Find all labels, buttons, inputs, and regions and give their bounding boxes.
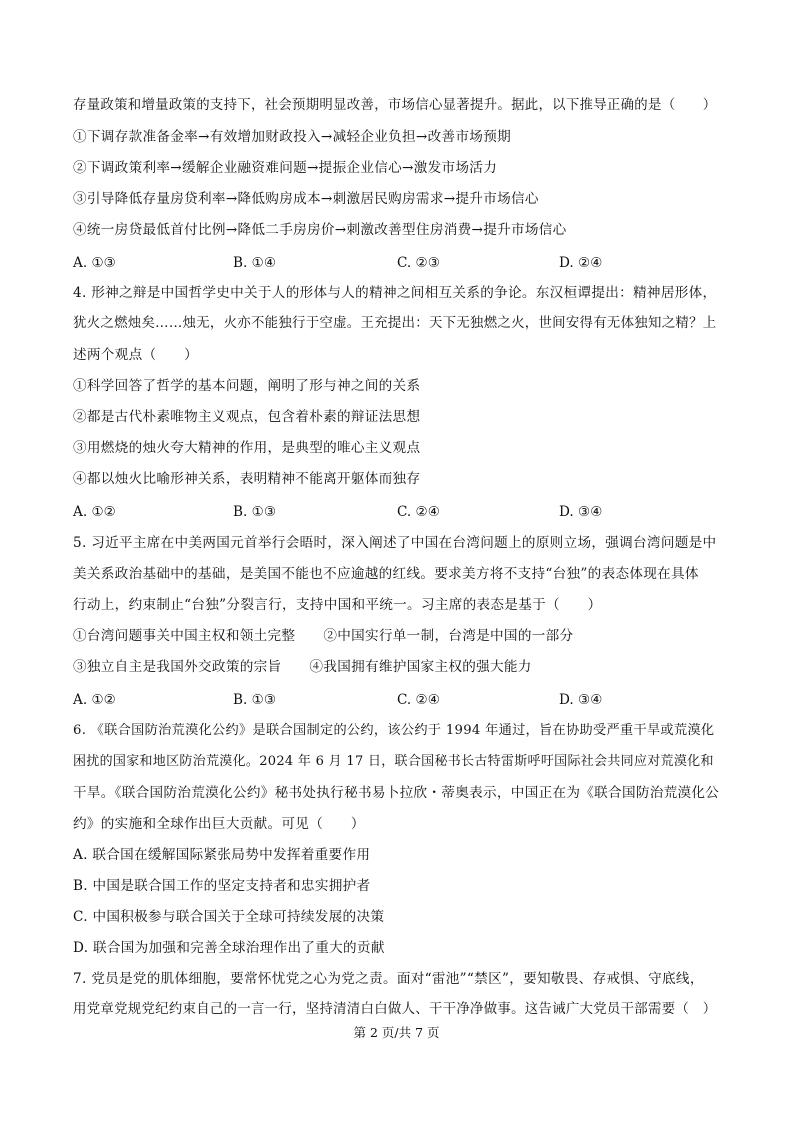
q7-stem-line-2: 用党章党规党纪约束自己的一言一行，坚持清清白白做人、干干净净做事。这告诫广大党员干部需要（ ） — [73, 1002, 717, 1017]
q4-option-c: C. ②④ — [397, 504, 440, 520]
q4-stem-line-1: 4. 形神之辩是中国哲学史中关于人的形体与人的精神之间相互关系的争论。东汉桓谭提出：精神居形体， — [73, 285, 717, 301]
q4-stem-line-3: 述两个观点（ ） — [73, 347, 199, 363]
q6-choice-d: D. 联合国为加强和完善全球治理作出了重大的贡献 — [73, 940, 385, 956]
q5-option-c: C. ②④ — [397, 692, 440, 708]
q3-stem: 存量政策和增量政策的支持下，社会预期明显改善，市场信心显著提升。据此，以下推导正确的是（ ） — [73, 98, 717, 113]
q4-stem-line-2: 犹火之燃烛矣……烛无，火亦不能独行于空虚。王充提出：天下无独燃之火，世间安得有无体独知之精？上 — [73, 316, 717, 331]
q3-item-3: ③引导降低存量房贷利率→降低购房成本→刺激居民购房需求→提升市场信心 — [73, 191, 539, 207]
q5-item-4: ④我国拥有维护国家主权的强大能力 — [309, 659, 532, 675]
q5-item-1: ①台湾问题事关中国主权和领土完整 — [73, 628, 296, 644]
q5-stem-line-1: 5. 习近平主席在中美两国元首举行会晤时，深入阐述了中国在台湾问题上的原则立场，强调台湾问题是中 — [73, 535, 717, 551]
q4-option-d: D. ③④ — [559, 504, 603, 520]
q4-item-3: ③用燃烧的烛火夸大精神的作用，是典型的唯心主义观点 — [73, 440, 421, 456]
q6-stem-line-4: 约》的实施和全球作出巨大贡献。可见（ ） — [73, 816, 365, 832]
q6-choice-b: B. 中国是联合国工作的坚定支持者和忠实拥护者 — [73, 878, 371, 894]
q4-item-2: ②都是古代朴素唯物主义观点，包含着朴素的辩证法思想 — [73, 409, 421, 425]
q3-option-a: A. ①③ — [73, 255, 116, 271]
q4-item-1: ①科学回答了哲学的基本问题，阐明了形与神之间的关系 — [73, 378, 421, 394]
q5-item-3: ③独立自主是我国外交政策的宗旨 — [73, 659, 282, 675]
q5-option-a: A. ①② — [73, 692, 116, 708]
q7-stem-line-1: 7. 党员是党的肌体细胞，要常怀忧党之心为党之责。面对“雷池”“禁区”，要知敬畏、存戒惧、守底线， — [73, 971, 704, 987]
q3-item-2: ②下调政策利率→缓解企业融资难问题→提振企业信心→激发市场活力 — [73, 160, 498, 176]
q6-stem-line-1: 6. 《联合国防治荒漠化公约》是联合国制定的公约，该公约于 1994 年通过，旨在协助受严重干旱或荒漠化 — [73, 723, 715, 738]
q6-choice-a: A. 联合国在缓解国际紧张局势中发挥着重要作用 — [73, 847, 371, 863]
q4-option-a: A. ①② — [73, 504, 116, 520]
q5-items-row-2 — [73, 657, 720, 677]
q4-option-b: B. ①③ — [233, 504, 277, 520]
q5-option-b: B. ①③ — [233, 692, 277, 708]
q6-stem-line-2: 困扰的国家和地区防治荒漠化。2024 年 6 月 17 日，联合国秘书长古特雷斯呼吁国际社会共同应对荒漠化和 — [73, 754, 714, 769]
q5-option-d: D. ③④ — [559, 692, 603, 708]
q3-option-b: B. ①④ — [233, 255, 277, 271]
q5-stem-line-3: 行动上，约束制止“台独”分裂言行，支持中国和平统一。习主席的表态是基于（ ） — [73, 597, 602, 613]
q6-stem-line-3: 干旱。《联合国防治荒漠化公约》秘书处执行秘书易卜拉欣・蒂奥表示，中国正在为《联合国防治荒漠化公 — [73, 785, 720, 801]
q3-item-4: ④统一房贷最低首付比例→降低二手房房价→刺激改善型住房消费→提升市场信心 — [73, 222, 567, 238]
q3-option-d: D. ②④ — [559, 255, 603, 271]
q5-items-row-1 — [73, 626, 720, 646]
q4-item-4: ④都以烛火比喻形神关系，表明精神不能离开躯体而独存 — [73, 471, 421, 487]
q5-item-2: ②中国实行单一制，台湾是中国的一部分 — [323, 628, 574, 644]
q3-item-1: ①下调存款准备金率→有效增加财政投入→减轻企业负担→改善市场预期 — [73, 129, 511, 145]
page-number: 第 2 页/共 7 页 — [353, 1025, 440, 1040]
q6-choice-c: C. 中国积极参与联合国关于全球可持续发展的决策 — [73, 909, 385, 925]
q3-option-c: C. ②③ — [397, 255, 440, 271]
q5-stem-line-2: 美关系政治基础中的基础，是美国不能也不应逾越的红线。要求美方将不支持“台独”的表态体现在具体 — [73, 566, 699, 582]
